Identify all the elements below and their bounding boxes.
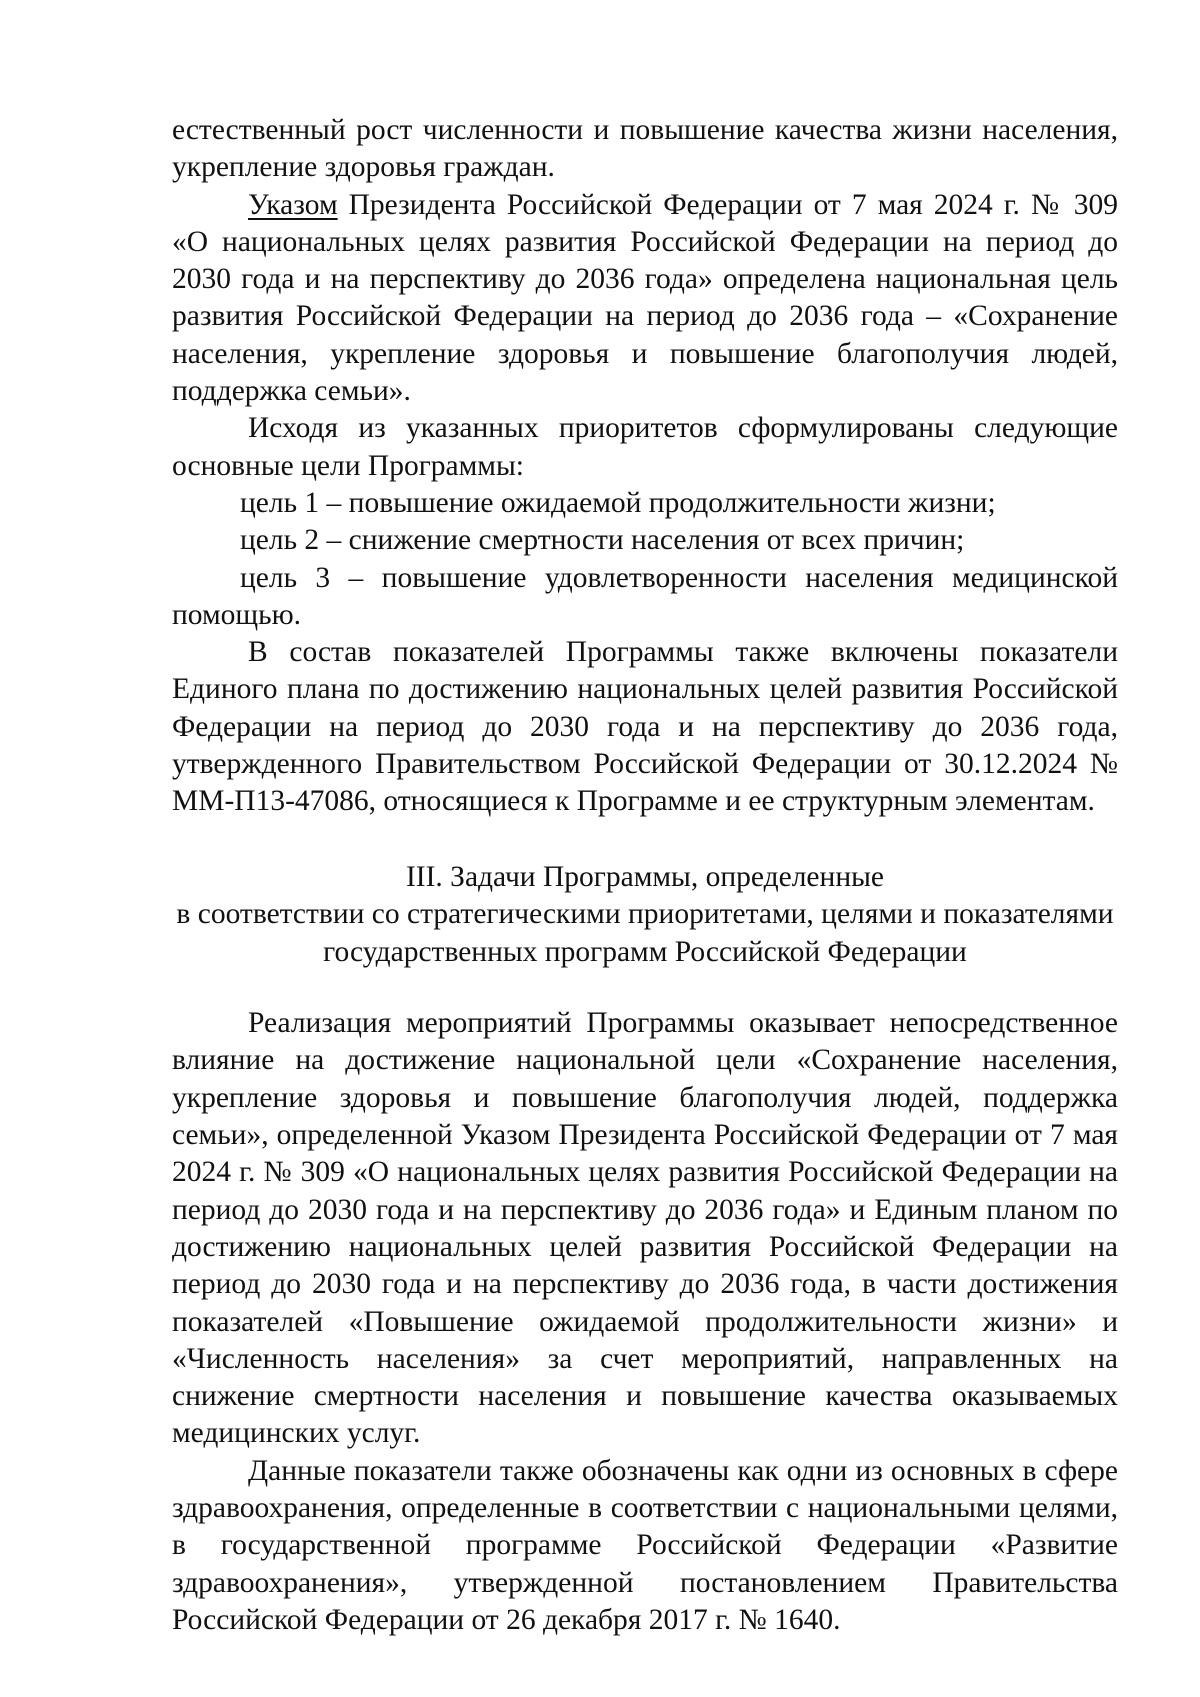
section-heading-line-2: в соответствии со стратегическими приоритетами, целями и показателями [176, 898, 1114, 931]
section-heading [172, 859, 1118, 972]
intro-continuation-paragraph: естественный рост численности и повышение качества жизни населения, укрепление здоровья граждан. [172, 114, 1118, 184]
final-paragraph: Данные показатели также обозначены как одни из основных в сфере здравоохранения, определенные в соответствии с национальными целями, в государственной программе Российской Федерации «Развитие здравоохранения», утвержденной постановлением Правительства Российской Федерации от 26 декабря 2017 г. № 1640. [172, 1454, 1118, 1636]
decree-paragraph-text: Президента Российской Федерации от 7 мая 2024 г. № 309 «О национальных целях развития Российской Федерации на период до 2030 года и на перспективу до 2036 года» определена национальная цель развития Российской Федерации на период до 2036 года – «Сохранение населения, укрепление здоровья и повышение благополучия людей, поддержка семьи». [172, 188, 1118, 408]
decree-paragraph [172, 187, 1118, 411]
goal-item-3: цель 3 – повышение удовлетворенности населения медицинской помощью. [172, 561, 1118, 631]
goal-item-1: цель 1 – повышение ожидаемой продолжительности жизни; [240, 486, 996, 519]
goal-item-2: цель 2 – снижение смертности населения от всех причин; [240, 524, 965, 557]
goals-intro-paragraph: Исходя из указанных приоритетов сформулированы следующие основные цели Программы: [172, 412, 1118, 482]
implementation-paragraph: Реализация мероприятий Программы оказывает непосредственное влияние на достижение национальной цели «Сохранение населения, укрепление здоровья и повышение благополучия людей, поддержка семьи», определенной Указом Президента Российской Федерации от 7 мая 2024 г. № 309 «О национальных целях развития Российской Федерации на период до 2030 года и на перспективу до 2036 года» и Единым планом по достижению национальных целей развития Российской Федерации на период до 2030 года и на перспективу до 2036 года, в части достижения показателей «Повышение ожидаемой продолжительности жизни» и «Численность населения» за счет мероприятий, направленных на снижение смертности населения и повышение качества оказываемых медицинских услуг. [172, 1007, 1118, 1450]
section-heading-line-3: государственных программ Российской Федерации [323, 935, 967, 968]
document-page [172, 112, 1118, 1639]
section-heading-line-1: III. Задачи Программы, определенные [405, 860, 885, 893]
indicators-paragraph: В состав показателей Программы также включены показатели Единого плана по достижению национальных целей развития Российской Федерации на период до 2030 года и на перспективу до 2036 года, утвержденного Правительством Российской Федерации от 30.12.2024 № ММ-П13-47086, относящиеся к Программе и ее структурным элементам. [172, 636, 1118, 818]
decree-link[interactable]: Указом [248, 188, 338, 221]
